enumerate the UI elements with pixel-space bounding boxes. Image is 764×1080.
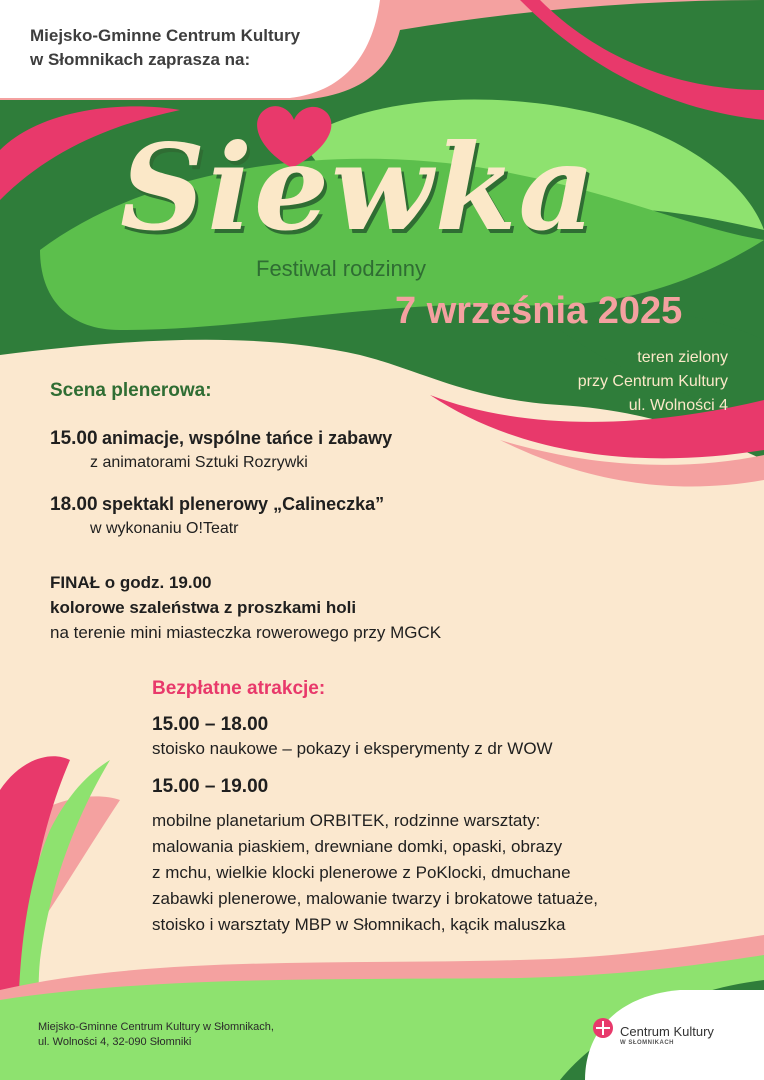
intro-text — [30, 24, 300, 72]
event-title: animacje, wspólne tańce i zabawy — [102, 428, 393, 448]
event-time: 18.00 — [50, 494, 98, 515]
attraction-line: z mchu, wielkie klocki plenerowe z PoKlocki, dmuchane — [152, 863, 571, 882]
attraction-line: stoisko i warsztaty MBP w Słomnikach, kącik maluszka — [152, 915, 566, 934]
attraction-line: stoisko naukowe – pokazy i eksperymenty z dr WOW — [152, 739, 553, 758]
scene-event-1 — [50, 428, 392, 472]
finale-line-3: na terenie mini miasteczka rowerowego przy MGCK — [50, 623, 442, 642]
attractions-heading: Bezpłatne atrakcje: — [152, 678, 326, 699]
event-sub: w wykonaniu O!Teatr — [90, 520, 239, 537]
location-line-2: przy Centrum Kultury — [577, 373, 728, 390]
attraction-line: malowania piaskiem, drewniane domki, opaski, obrazy — [152, 837, 563, 856]
location-line-3: ul. Wolności 4 — [628, 397, 728, 414]
footer-address-line-2: ul. Wolności 4, 32-090 Słomniki — [38, 1036, 192, 1048]
festival-title: Siewka — [120, 118, 597, 257]
festival-location — [578, 346, 728, 418]
logo-subtitle: W SŁOMNIKACH — [620, 1040, 674, 1046]
attraction-item-1 — [152, 714, 553, 762]
event-title: spektakl plenerowy „Calineczka” — [102, 494, 385, 514]
finale-line-2: kolorowe szaleństwa z proszkami holi — [50, 598, 357, 617]
footer-address — [38, 1020, 274, 1050]
attraction-time: 15.00 – 19.00 — [152, 776, 269, 797]
finale-block — [50, 570, 441, 645]
finale-line-1: FINAŁ o godz. 19.00 — [50, 573, 212, 592]
attraction-line: zabawki plenerowe, malowanie twarzy i brokatowe tatuaże, — [152, 889, 599, 908]
intro-line-1: Miejsko-Gminne Centrum Kultury — [30, 26, 301, 45]
event-time: 15.00 — [50, 428, 98, 449]
festival-date: 7 września 2025 — [395, 290, 683, 332]
festival-subtitle: Festiwal rodzinny — [256, 256, 426, 281]
attraction-line: mobilne planetarium ORBITEK, rodzinne warsztaty: — [152, 811, 541, 830]
attraction-time: 15.00 – 18.00 — [152, 714, 269, 735]
location-line-1: teren zielony — [637, 349, 728, 366]
footer-address-line-1: Miejsko-Gminne Centrum Kultury w Słomnikach, — [38, 1021, 274, 1033]
attraction-item-2 — [152, 776, 598, 938]
scene-event-2 — [50, 494, 384, 538]
scene-heading: Scena plenerowa: — [50, 380, 212, 401]
event-sub: z animatorami Sztuki Rozrywki — [90, 454, 308, 471]
logo-name: Centrum Kultury — [620, 1024, 714, 1039]
intro-line-2: w Słomnikach zaprasza na: — [30, 50, 251, 69]
